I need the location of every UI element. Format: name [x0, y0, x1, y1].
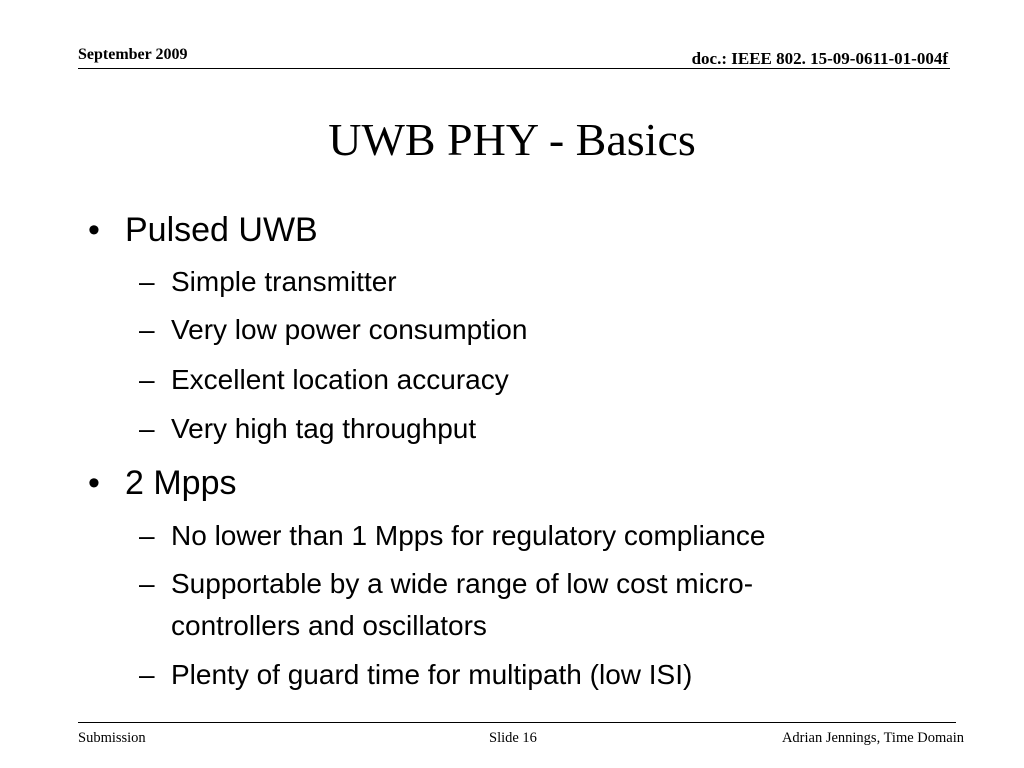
sub-bullet-text: Plenty of guard time for multipath (low ISI) [171, 659, 693, 690]
footer-divider [78, 722, 956, 723]
bullet-marker: • [88, 211, 100, 249]
header-date: September 2009 [78, 46, 188, 63]
sub-bullet-text: Very low power consumption [171, 314, 528, 345]
bullet-text: Pulsed UWB [125, 211, 318, 249]
sub-bullet-text-continued: controllers and oscillators [171, 610, 487, 641]
sub-bullet-text: Very high tag throughput [171, 413, 477, 444]
sub-bullet-marker: – [139, 413, 155, 444]
bullet-text: 2 Mpps [125, 464, 237, 502]
slide-title: UWB PHY - Basics [328, 114, 696, 165]
header-doc-id: doc.: IEEE 802. 15-09-0611-01-004f [691, 49, 948, 68]
sub-bullet-text: No lower than 1 Mpps for regulatory compliance [171, 520, 766, 551]
sub-bullet-marker: – [139, 520, 155, 551]
footer-slide-number: Slide 16 [489, 730, 537, 746]
sub-bullet-text: Excellent location accuracy [171, 364, 509, 395]
footer-submission: Submission [78, 730, 146, 746]
sub-bullet-marker: – [139, 314, 155, 345]
sub-bullet-text: Simple transmitter [171, 266, 397, 297]
sub-bullet-text: Supportable by a wide range of low cost micro- [171, 568, 754, 599]
sub-bullet-marker: – [139, 659, 155, 690]
sub-bullet-marker: – [139, 364, 155, 395]
sub-bullet-marker: – [139, 568, 155, 599]
footer-author: Adrian Jennings, Time Domain [781, 730, 964, 746]
header-divider [78, 68, 950, 69]
sub-bullet-marker: – [139, 266, 155, 297]
bullet-marker: • [88, 464, 100, 502]
